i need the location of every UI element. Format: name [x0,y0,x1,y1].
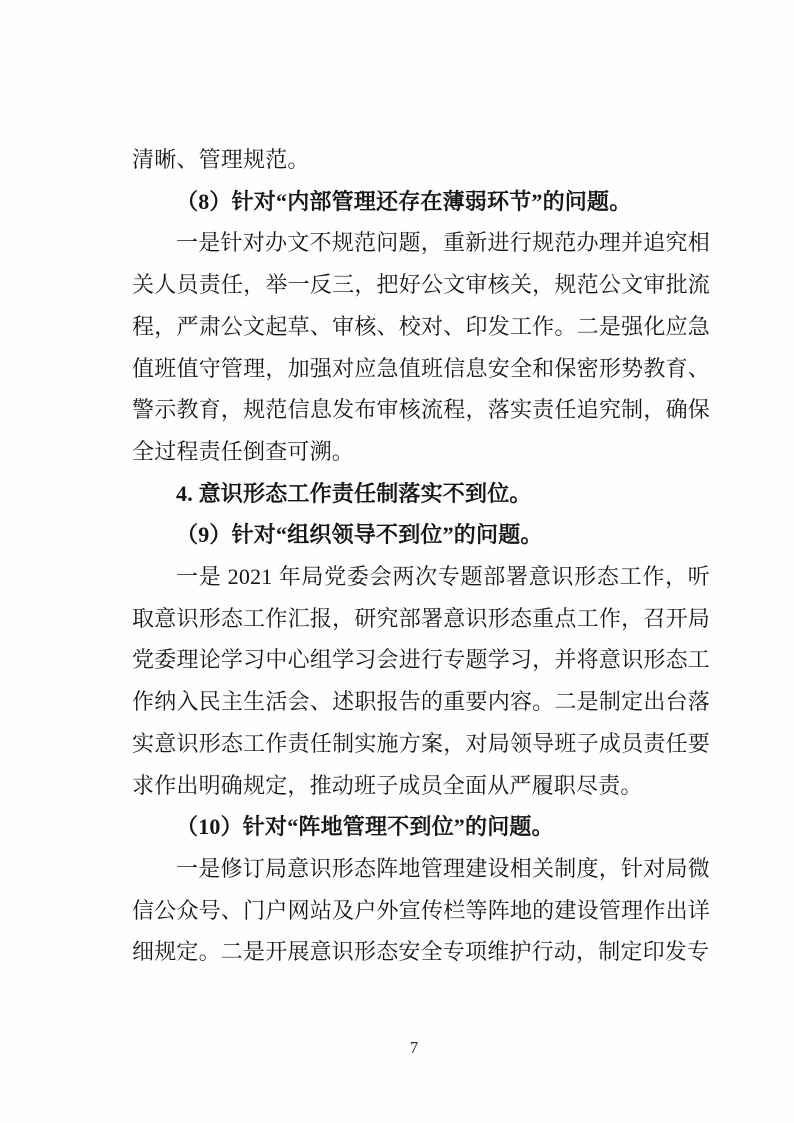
paragraph-section-9: 一是 2021 年局党委会两次专题部署意识形态工作，听取意识形态工作汇报，研究部署意识形态重点工作，召开局党委理论学习中心组学习会进行专题学习，并将意识形态工作纳入民主生活会、述职报告的重要内容。二是制定出台落实意识形态工作责任制实施方案，对局领导班子成员责任要求作出明确规定，推动班子成员全面从严履职尽责。 [132,564,710,798]
heading-section-10: （10）针对“阵地管理不到位”的问题。 [176,814,554,840]
heading-section-9: （9）针对“组织领导不到位”的问题。 [176,522,543,548]
heading-item-4: 4. 意识形态工作责任制落实不到位。 [176,480,532,506]
paragraph-section-8: 一是针对办文不规范问题，重新进行规范办理并追究相关人员责任，举一反三，把好公文审核关，规范公文审批流程，严肃公文起草、审核、校对、印发工作。二是强化应急值班值守管理，加强对应急值班信息安全和保密形势教育、警示教育，规范信息发布审核流程，落实责任追究制，确保全过程责任倒查可溯。 [132,230,710,464]
heading-section-8: （8）针对“内部管理还存在薄弱环节”的问题。 [176,188,632,214]
document-body [132,139,710,973]
paragraph-continuation: 清晰、管理规范。 [132,147,310,172]
page-number: 7 [409,1038,419,1057]
paragraph-section-10: 一是修订局意识形态阵地管理建设相关制度，针对局微信公众号、门户网站及户外宣传栏等阵地的建设管理作出详细规定。二是开展意识形态安全专项维护行动，制定印发专 [132,855,710,965]
